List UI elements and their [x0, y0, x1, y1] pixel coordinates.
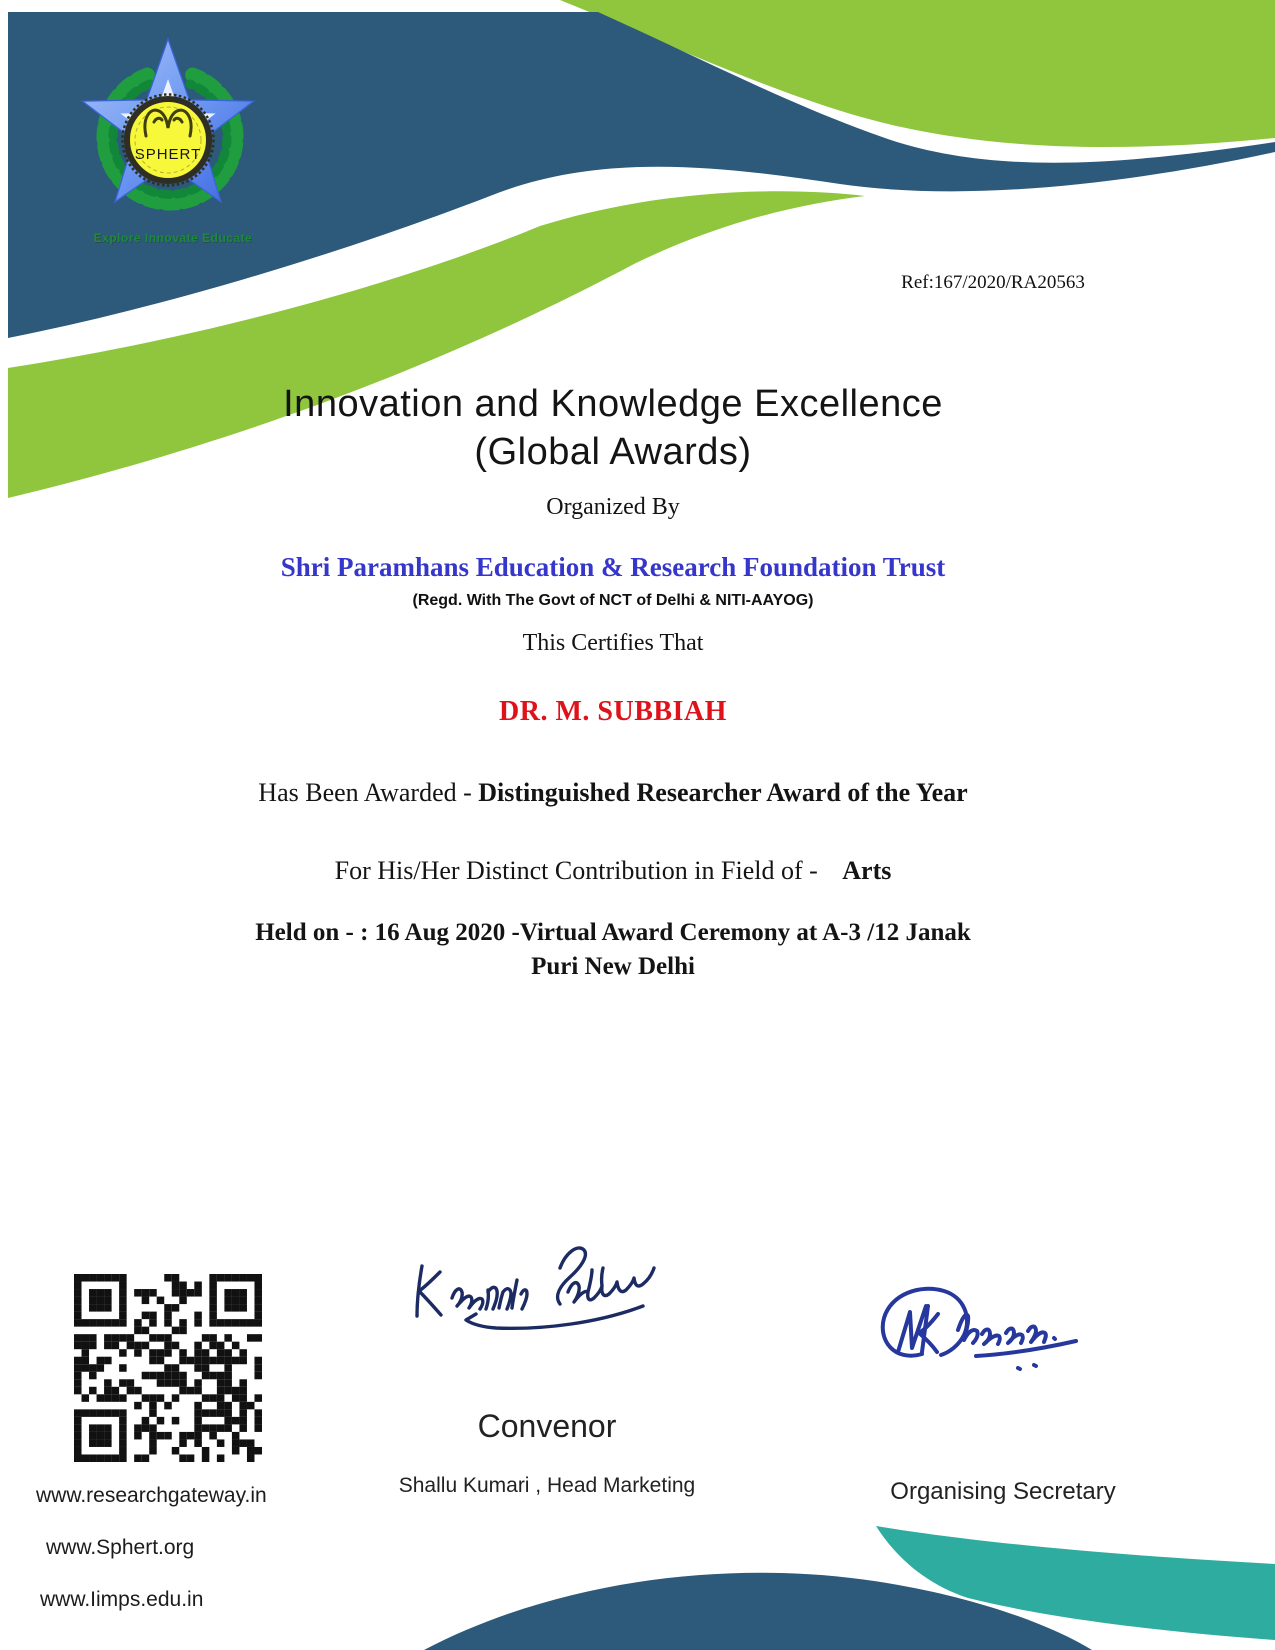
held-on-line-2: Puri New Delhi	[531, 953, 695, 980]
ref-number: Ref:167/2020/RA20563	[901, 272, 1085, 293]
website-item: www.Sphert.org	[46, 1536, 195, 1559]
convenor-signature-image	[408, 1228, 698, 1343]
sphert-logo	[58, 22, 278, 237]
registration-note: (Regd. With The Govt of NCT of Delhi & NITI-AAYOG)	[412, 592, 814, 609]
recipient-name: DR. M. SUBBIAH	[499, 696, 727, 727]
award-line	[0, 778, 1226, 808]
title-line-2: (Global Awards)	[474, 431, 752, 473]
organized-by-label: Organized By	[546, 494, 680, 520]
bottom-banner-graphic	[0, 1510, 1275, 1650]
secretary-title: Organising Secretary	[890, 1478, 1116, 1505]
certificate-title	[0, 380, 1226, 476]
held-on-line-1: Held on - : 16 Aug 2020 -Virtual Award Ceremony at A-3 /12 Janak	[255, 919, 971, 946]
logo-tagline: Explore Innovate Educate	[93, 231, 253, 245]
logo-acronym: SPHERT	[134, 146, 202, 163]
organization-name: Shri Paramhans Education & Research Foundation Trust	[280, 552, 946, 582]
convenor-name: Shallu Kumari , Head Marketing	[398, 1474, 696, 1497]
field-prefix: For His/Her Distinct Contribution in Field of -	[334, 856, 825, 885]
award-prefix: Has Been Awarded -	[258, 778, 479, 807]
website-item: www.researchgateway.in	[36, 1484, 267, 1507]
secretary-signature-image	[860, 1278, 1130, 1383]
website-item: www.Iimps.edu.in	[40, 1588, 204, 1611]
award-name: Distinguished Researcher Award of the Year	[478, 778, 968, 807]
field-value: Arts	[842, 856, 892, 885]
convenor-title: Convenor	[477, 1408, 617, 1444]
qr-code	[74, 1274, 262, 1462]
field-line	[0, 856, 1226, 886]
title-line-1: Innovation and Knowledge Excellence	[283, 383, 943, 425]
certifies-label: This Certifies That	[522, 630, 704, 656]
held-on-line	[0, 916, 1226, 984]
